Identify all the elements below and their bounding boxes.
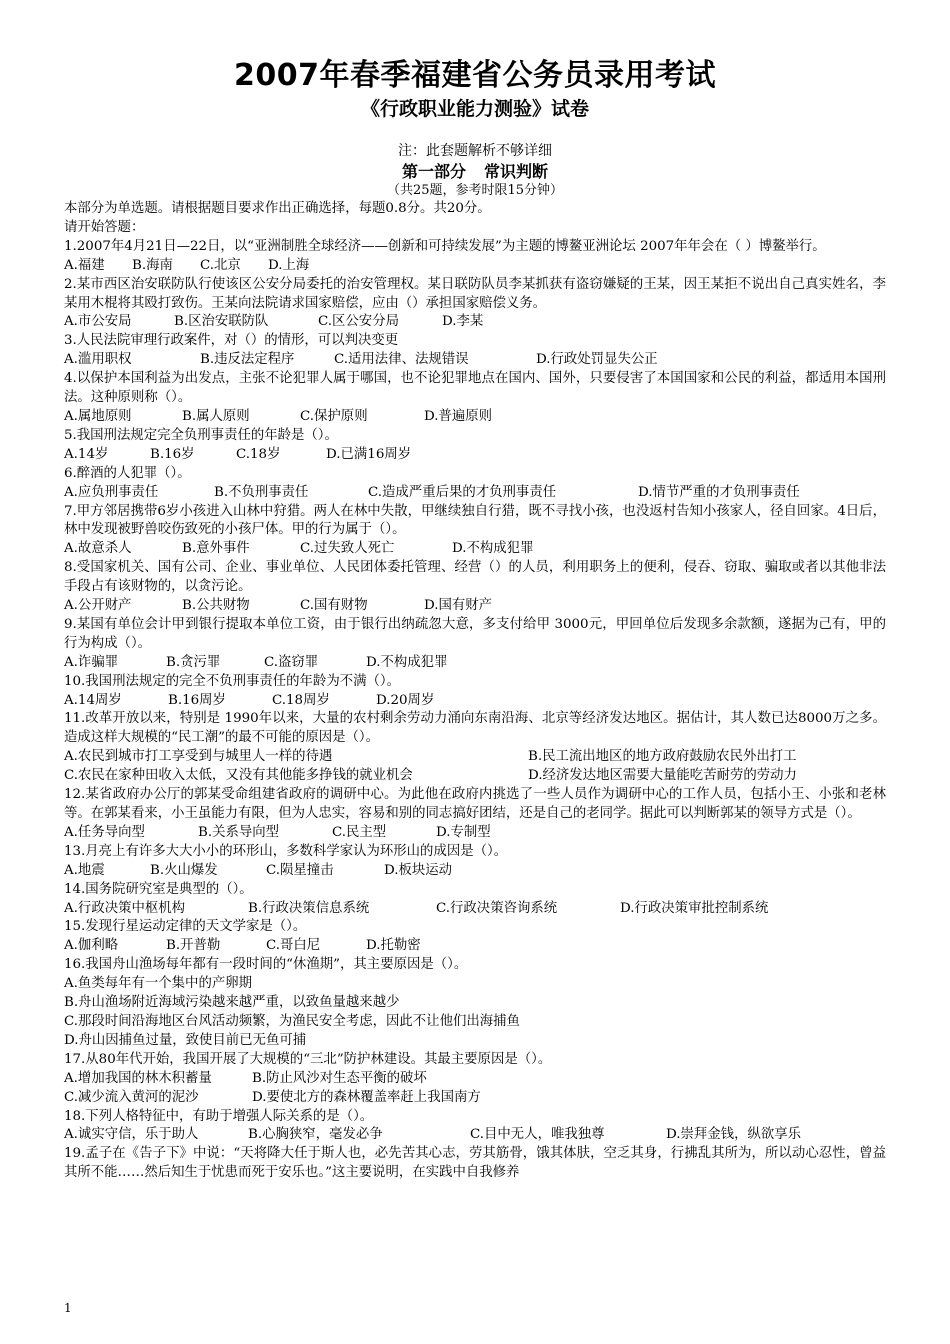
question-3-stem: 3.人民法院审理行政案件，对（）的情形，可以判决变更 [64, 333, 399, 349]
option: D.板块运动 [384, 862, 453, 878]
option: B.区治安联防队 [174, 314, 269, 330]
question-10-stem: 10.我国刑法规定的完全不负刑事责任的年龄为不满（）。 [64, 673, 400, 689]
option: B.民工流出地区的地方政府鼓励农民外出打工 [528, 749, 797, 765]
option: C.保护原则 [300, 408, 368, 424]
option: A.行政决策中枢机构 [64, 900, 186, 916]
option: C.哥白尼 [266, 938, 321, 954]
part-heading [64, 161, 886, 182]
option: C.目中无人，唯我独尊 [470, 1127, 605, 1143]
option: A.14岁 [64, 446, 109, 462]
question-18-options [64, 1126, 886, 1145]
question-15-options [64, 937, 886, 956]
question-12-stem: 12.某省政府办公厅的郭某受命组建省政府的调研中心。为此他在政府内挑选了一些人员作为调研中心的工作人员，包括小王、小张和老林等。在郭某看来，小王虽能力有限，但为人忠实，容易和别的同志搞好团结，还是自己的老同学。据此可以判断郭某的领导方式是（）。 [64, 787, 886, 821]
option: B.舟山渔场附近海域污染越来越严重，以致鱼量越来越少 [64, 995, 400, 1011]
question-4-options [64, 408, 886, 427]
option: A.市公安局 [64, 314, 132, 330]
option: C.18岁 [236, 446, 281, 462]
intro-line: 本部分为单选题。请根据题目要求作出正确选择，每题0.8分。共20分。 [64, 201, 491, 216]
option: B.16周岁 [168, 692, 226, 708]
option: B.关系导向型 [198, 824, 280, 840]
option: A.故意杀人 [64, 541, 132, 557]
option: C.盗窃罪 [264, 654, 319, 670]
question-11-options-row-2 [64, 767, 886, 786]
question-6-stem: 6.醉酒的人犯罪（）。 [64, 465, 191, 481]
question-11-options-row-1 [64, 748, 886, 767]
question-15-stem: 15.发现行星运动定律的天文学家是（）。 [64, 919, 307, 935]
question-17-options-row-1 [64, 1070, 886, 1089]
part-label: 第一部分 [401, 162, 466, 181]
question-14-stem: 14.国务院研究室是典型的（）。 [64, 881, 253, 897]
option: A.14周岁 [64, 692, 122, 708]
option: B.违反法定程序 [200, 352, 295, 368]
option: C.北京 [200, 257, 241, 273]
exam-title: 2007年春季福建省公务员录用考试 [234, 58, 716, 93]
question-17-options-row-2 [64, 1089, 886, 1108]
part-info: （共25题，参考时限15分钟） [386, 183, 564, 198]
option: C.适用法律、法规错误 [334, 352, 469, 368]
option: D.舟山因捕鱼过量，致使目前已无鱼可捕 [64, 1032, 307, 1048]
option: D.20周岁 [376, 692, 435, 708]
option: D.行政决策审批控制系统 [620, 900, 769, 916]
question-1-options [64, 257, 886, 276]
option: A.地震 [64, 862, 105, 878]
option: B.贪污罪 [166, 654, 221, 670]
question-13-stem: 13.月亮上有许多大大小小的环形山，多数科学家认为环形山的成因是（）。 [64, 843, 508, 859]
option: B.属人原则 [182, 408, 250, 424]
option: A.增加我国的林木积蓄量 [64, 1070, 212, 1086]
question-9-stem: 9.某国有单位会计甲到银行提取本单位工资，由于银行出纳疏忽大意，多支付给甲 3000元，甲回单位后发现多余款额，遂据为己有，甲的行为构成（）。 [64, 616, 886, 651]
question-12-options [64, 824, 886, 843]
option: D.崇拜金钱，纵欲享乐 [666, 1127, 802, 1143]
question-11-stem: 11.改革开放以来，特别是 1990年以来，大量的农村剩余劳动力涌向东南沿海、北京等经济发达地区。据估计，其人数已达8000万之多。造成这样大规模的“民工潮”的最不可能的原因是（）。 [64, 711, 886, 746]
option: C.行政决策咨询系统 [436, 900, 558, 916]
option: D.专制型 [436, 824, 491, 840]
option: D.情节严重的才负刑事责任 [638, 484, 800, 500]
option: C.造成严重后果的才负刑事责任 [368, 484, 557, 500]
option: B.行政决策信息系统 [248, 900, 370, 916]
option: C.那段时间沿海地区台风活动频繁，为渔民安全考虑，因此不让他们出海捕鱼 [64, 1013, 520, 1029]
question-7-options [64, 540, 886, 559]
option: D.不构成犯罪 [366, 654, 448, 670]
option: B.火山爆发 [150, 862, 218, 878]
option: A.属地原则 [64, 408, 132, 424]
question-3-options [64, 351, 886, 370]
option: D.要使北方的森林覆盖率赶上我国南方 [252, 1089, 481, 1105]
option: A.任务导向型 [64, 824, 145, 840]
option: D.已满16周岁 [326, 446, 412, 462]
question-2-options [64, 313, 886, 332]
question-8-stem: 8.受国家机关、国有公司、企业、事业单位、人民团体委托管理、经营（）的人员，利用职务上的便利，侵吞、窃取、骗取或者以其他非法手段占有该财物的，以贪污论。 [64, 560, 886, 595]
option: A.农民到城市打工享受到与城里人一样的待遇 [64, 749, 333, 765]
option: A.公开财产 [64, 598, 132, 614]
option: D.托勒密 [366, 938, 421, 954]
option: D.不构成犯罪 [452, 541, 534, 557]
option: B.16岁 [150, 446, 195, 462]
question-10-options [64, 692, 886, 711]
option: B.海南 [132, 257, 173, 273]
option: B.不负刑事责任 [214, 484, 309, 500]
question-6-options [64, 484, 886, 503]
question-8-options [64, 597, 886, 616]
option: D.李某 [442, 314, 484, 330]
option: A.应负刑事责任 [64, 484, 159, 500]
option: A.福建 [64, 257, 105, 273]
question-5-options [64, 446, 886, 465]
option: C.减少流入黄河的泥沙 [64, 1089, 199, 1105]
option: A.滥用职权 [64, 352, 132, 368]
option: C.18周岁 [272, 692, 330, 708]
option: C.区公安分局 [318, 314, 399, 330]
document-page [64, 58, 886, 1183]
question-14-options [64, 900, 886, 919]
question-18-stem: 18.下列人格特征中，有助于增强人际关系的是（）。 [64, 1108, 374, 1124]
option: C.陨星撞击 [266, 862, 334, 878]
question-7-stem: 7.甲方邻居携带6岁小孩进入山林中狩猎。两人在林中失散，甲继续独自行猎，既不寻找小孩，也没返村告知小孩家人，径自回家。4日后，林中发现被野兽咬伤致死的小孩尸体。甲的行为属于（）。 [64, 503, 886, 538]
option: A.诚实守信，乐于助人 [64, 1127, 199, 1143]
question-4-stem: 4.以保护本国利益为出发点，主张不论犯罪人属于哪国，也不论犯罪地点在国内、国外，只要侵害了本国国家和公民的利益，都适用本国刑法。这种原则称（）。 [64, 371, 886, 406]
intro-line: 请开始答题： [64, 219, 145, 235]
note-line: 注：此套题解析不够详细 [398, 143, 552, 159]
option: B.公共财物 [182, 598, 250, 614]
option: B.心胸狭窄，毫发必争 [248, 1127, 383, 1143]
question-17-stem: 17.从80年代开始，我国开展了大规模的“三北”防护林建设。其最主要原因是（）。 [64, 1051, 552, 1067]
option: D.普遍原则 [424, 408, 493, 424]
option: B.开普勒 [166, 938, 221, 954]
option: A.伽利略 [64, 938, 119, 954]
question-19-stem: 19.孟子在《告子下》中说：“天将降大任于斯人也，必先苦其心志，劳其筋骨，饿其体肤，空乏其身，行拂乱其所为，所以动心忍性，曾益其所不能……然后知生于忧患而死于安乐也。”这主要说明，在实践中自我修养 [64, 1146, 886, 1181]
part-name: 常识判断 [484, 162, 549, 181]
option: C.过失致人死亡 [300, 541, 395, 557]
question-13-options [64, 862, 886, 881]
option: C.农民在家种田收入太低，又没有其他能多挣钱的就业机会 [64, 768, 413, 784]
option: D.上海 [268, 257, 310, 273]
option: A.鱼类每年有一个集中的产卵期 [64, 976, 253, 992]
option: D.国有财产 [424, 598, 493, 614]
option: B.意外事件 [182, 541, 250, 557]
option: B.防止风沙对生态平衡的破坏 [252, 1070, 427, 1086]
question-5-stem: 5.我国刑法规定完全负刑事责任的年龄是（）。 [64, 427, 338, 443]
option: D.经济发达地区需要大量能吃苦耐劳的劳动力 [528, 768, 797, 784]
question-2-stem: 2.某市西区治安联防队行使该区公安分局委托的治安管理权。某日联防队员李某抓获有盗窃嫌疑的王某，因王某拒不说出自己真实姓名，李某用木棍将其殴打致伤。王某向法院请求国家赔偿，应由（）承担国家赔偿义务。 [64, 276, 886, 311]
question-16-stem: 16.我国舟山渔场每年都有一段时间的“休渔期”，其主要原因是（）。 [64, 957, 468, 973]
question-1-stem: 1.2007年4月21日—22日，以“亚洲制胜全球经济——创新和可持续发展”为主题的博鳌亚洲论坛 2007年年会在（ ）博鳌举行。 [64, 238, 826, 254]
option: D.行政处罚显失公正 [536, 352, 658, 368]
option: C.民主型 [332, 824, 387, 840]
page-number: 1 [64, 1301, 72, 1315]
exam-subtitle: 《行政职业能力测验》试卷 [360, 98, 589, 120]
option: C.国有财物 [300, 598, 368, 614]
option: A.诈骗罪 [64, 654, 119, 670]
question-9-options [64, 654, 886, 673]
